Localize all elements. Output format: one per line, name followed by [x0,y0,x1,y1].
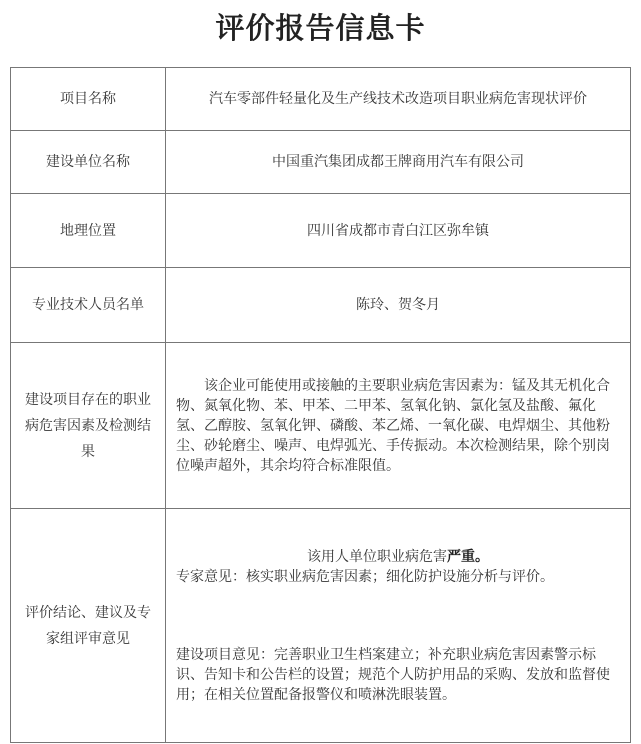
conclusion-cell [166,509,631,743]
location-label: 地理位置 [11,194,166,268]
table-row [11,268,631,343]
table-row [11,131,631,194]
company-label: 建设单位名称 [11,131,166,194]
conclusion-label: 评价结论、建议及专家组评审意见 [11,509,166,743]
table-row [11,194,631,268]
staff-label: 专业技术人员名单 [11,268,166,343]
staff-value: 陈玲、贺冬月 [166,268,631,343]
location-value: 四川省成都市青白江区弥牟镇 [166,194,631,268]
report-info-table [10,67,631,743]
construction-opinion: 建设项目意见：完善职业卫生档案建立；补充职业病危害因素警示标识、告知卡和公告栏的设置；规范个人防护用品的采购、发放和监督使用；在相关位置配备报警仪和喷淋洗眼装置。 [176,646,610,703]
page-title: 评价报告信息卡 [215,11,426,45]
expert-opinion: 专家意见：核实职业病危害因素；细化防护设施分析与评价。 [176,568,554,585]
table-row [11,509,631,743]
table-row [11,68,631,131]
table-row [11,343,631,509]
hazards-cell [166,343,631,509]
hazards-label: 建设项目存在的职业病危害因素及检测结果 [11,343,166,509]
hazard-level-prefix: 该用人单位职业病危害 [307,548,447,565]
project-name-value: 汽车零部件轻量化及生产线技术改造项目职业病危害现状评价 [166,68,631,131]
hazard-level-value: 严重。 [447,548,489,565]
company-value: 中国重汽集团成都王牌商用汽车有限公司 [166,131,631,194]
hazards-text: 该企业可能使用或接触的主要职业病危害因素为：锰及其无机化合物、氮氧化物、苯、甲苯、二甲苯、氢氧化钠、氯化氢及盐酸、氟化氢、乙醇胺、氢氧化钾、磷酸、苯乙烯、一氧化碳、电焊烟尘、其他粉尘、砂轮磨尘、噪声、电焊弧光、手传振动。本次检测结果，除个别岗位噪声超外，其余均符合标准限值。 [176,377,610,474]
hazard-level-statement [176,547,620,567]
project-name-label: 项目名称 [11,68,166,131]
